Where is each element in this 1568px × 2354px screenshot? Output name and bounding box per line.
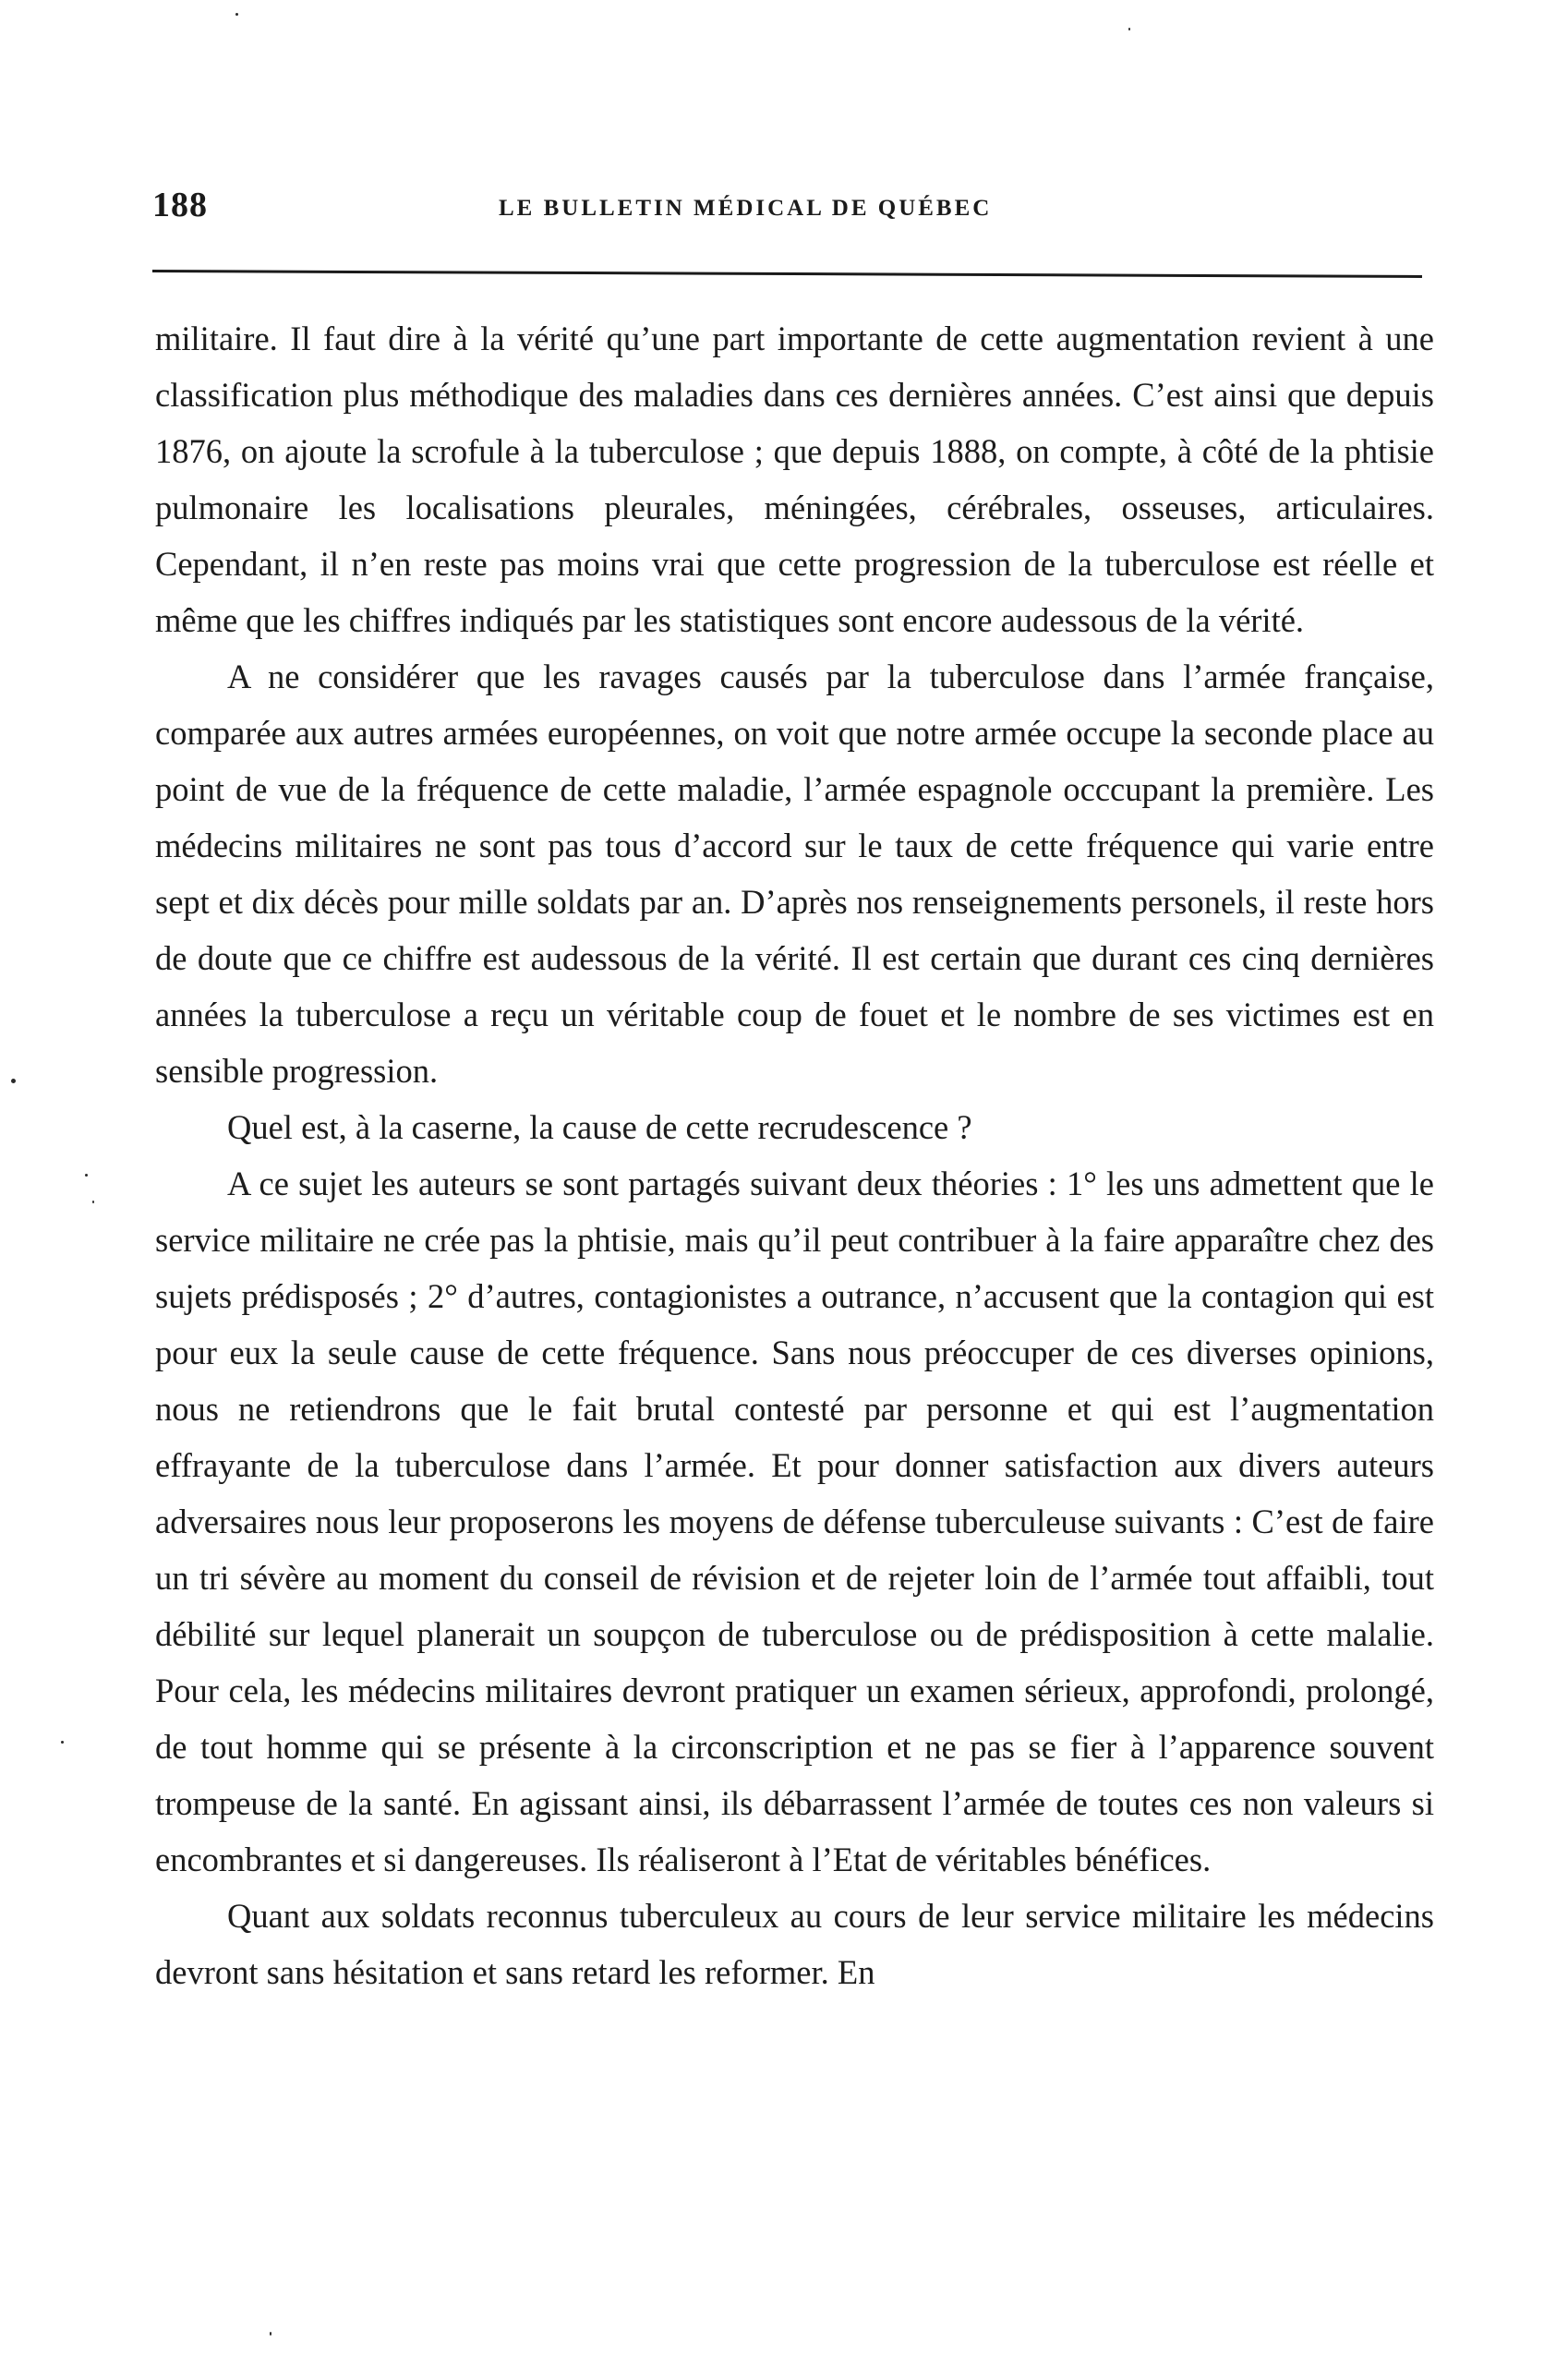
scan-speck [270, 2332, 271, 2336]
header-rule [152, 270, 1422, 278]
scan-speck [11, 1079, 16, 1083]
scan-speck [92, 1201, 94, 1203]
paragraph-question: Quel est, à la caserne, la cause de cette recrudescence ? [227, 1108, 972, 1146]
paragraph: Quant aux soldats reconnus tuberculeux au cours de leur service militaire les médecins devront sans hésitation et sans retard les reformer. En [155, 1897, 1434, 1991]
paragraph: A ce sujet les auteurs se sont partagés suivant deux théories : 1° les uns admettent que le service militaire ne crée pas la phtisie, mais qu’il peut contribuer à la faire apparaître chez des sujets prédisposés ; 2° d’autres, contagionistes a outrance, n’accusent que la contagion qui est pour eux la seule cause de cette fréquence. Sans nous préoccuper de ces diverses opinions, nous ne retiendrons que le fait brutal contesté par personne et qui est l’augmentation effrayante de la tuberculose dans l’armée. Et pour donner satisfaction aux divers auteurs adversaires nous leur proposerons les moyens de défense tuberculeuse suivants : C’est de faire un tri sévère au moment du conseil de révision et de rejeter loin de l’armée tout affaibli, tout débilité sur lequel planerait un soupçon de tuberculose ou de prédisposition à cette malalie. Pour cela, les médecins militaires devront pratiquer un examen sérieux, approfondi, prolongé, de tout homme qui se présente à la circonscription et ne pas se fier à l’apparence souvent trompeuse de la santé. En agissant ainsi, ils débarrassent l’armée de toutes ces non valeurs si encombrantes et si dangereuses. Ils réaliseront à l’Etat de véritables bénéfices. [155, 1165, 1434, 1878]
journal-title: LE BULLETIN MÉDICAL DE QUÉBEC [499, 196, 993, 221]
body-text [155, 310, 1434, 2000]
paragraph: A ne considérer que les ravages causés par la tuberculose dans l’armée française, comparée aux autres armées européennes, on voit que notre armée occupe la seconde place au point de vue de la fréquence de cette maladie, l’armée espagnole occcupant la première. Les médecins militaires ne sont pas tous d’accord sur le taux de cette fréquence qui varie entre sept et dix décès pour mille soldats par an. D’après nos renseignements personels, il reste hors de doute que ce chiffre est audessous de la vérité. Il est certain que durant ces cinq dernières années la tuberculose a reçu un véritable coup de fouet et le nombre de ses victimes est en sensible progression. [155, 658, 1434, 1090]
scan-speck [1128, 28, 1130, 30]
scan-speck [235, 13, 238, 16]
paragraph: militaire. Il faut dire à la vérité qu’une part importante de cette augmentation revient à une classification plus méthodique des maladies dans ces dernières années. C’est ainsi que depuis 1876, on ajoute la scrofule à la tuberculose ; que depuis 1888, on compte, à côté de la phtisie pulmonaire les localisations pleurales, méningées, cérébrales, osseuses, articulaires. Cependant, il n’en reste pas moins vrai que cette progression de la tuberculose est réelle et même que les chiffres indiqués par les statistiques sont encore audessous de la vérité. [155, 320, 1434, 639]
scan-speck [61, 1741, 64, 1744]
running-header [152, 185, 1427, 240]
page-number: 188 [152, 186, 208, 224]
scan-speck [85, 1174, 88, 1177]
